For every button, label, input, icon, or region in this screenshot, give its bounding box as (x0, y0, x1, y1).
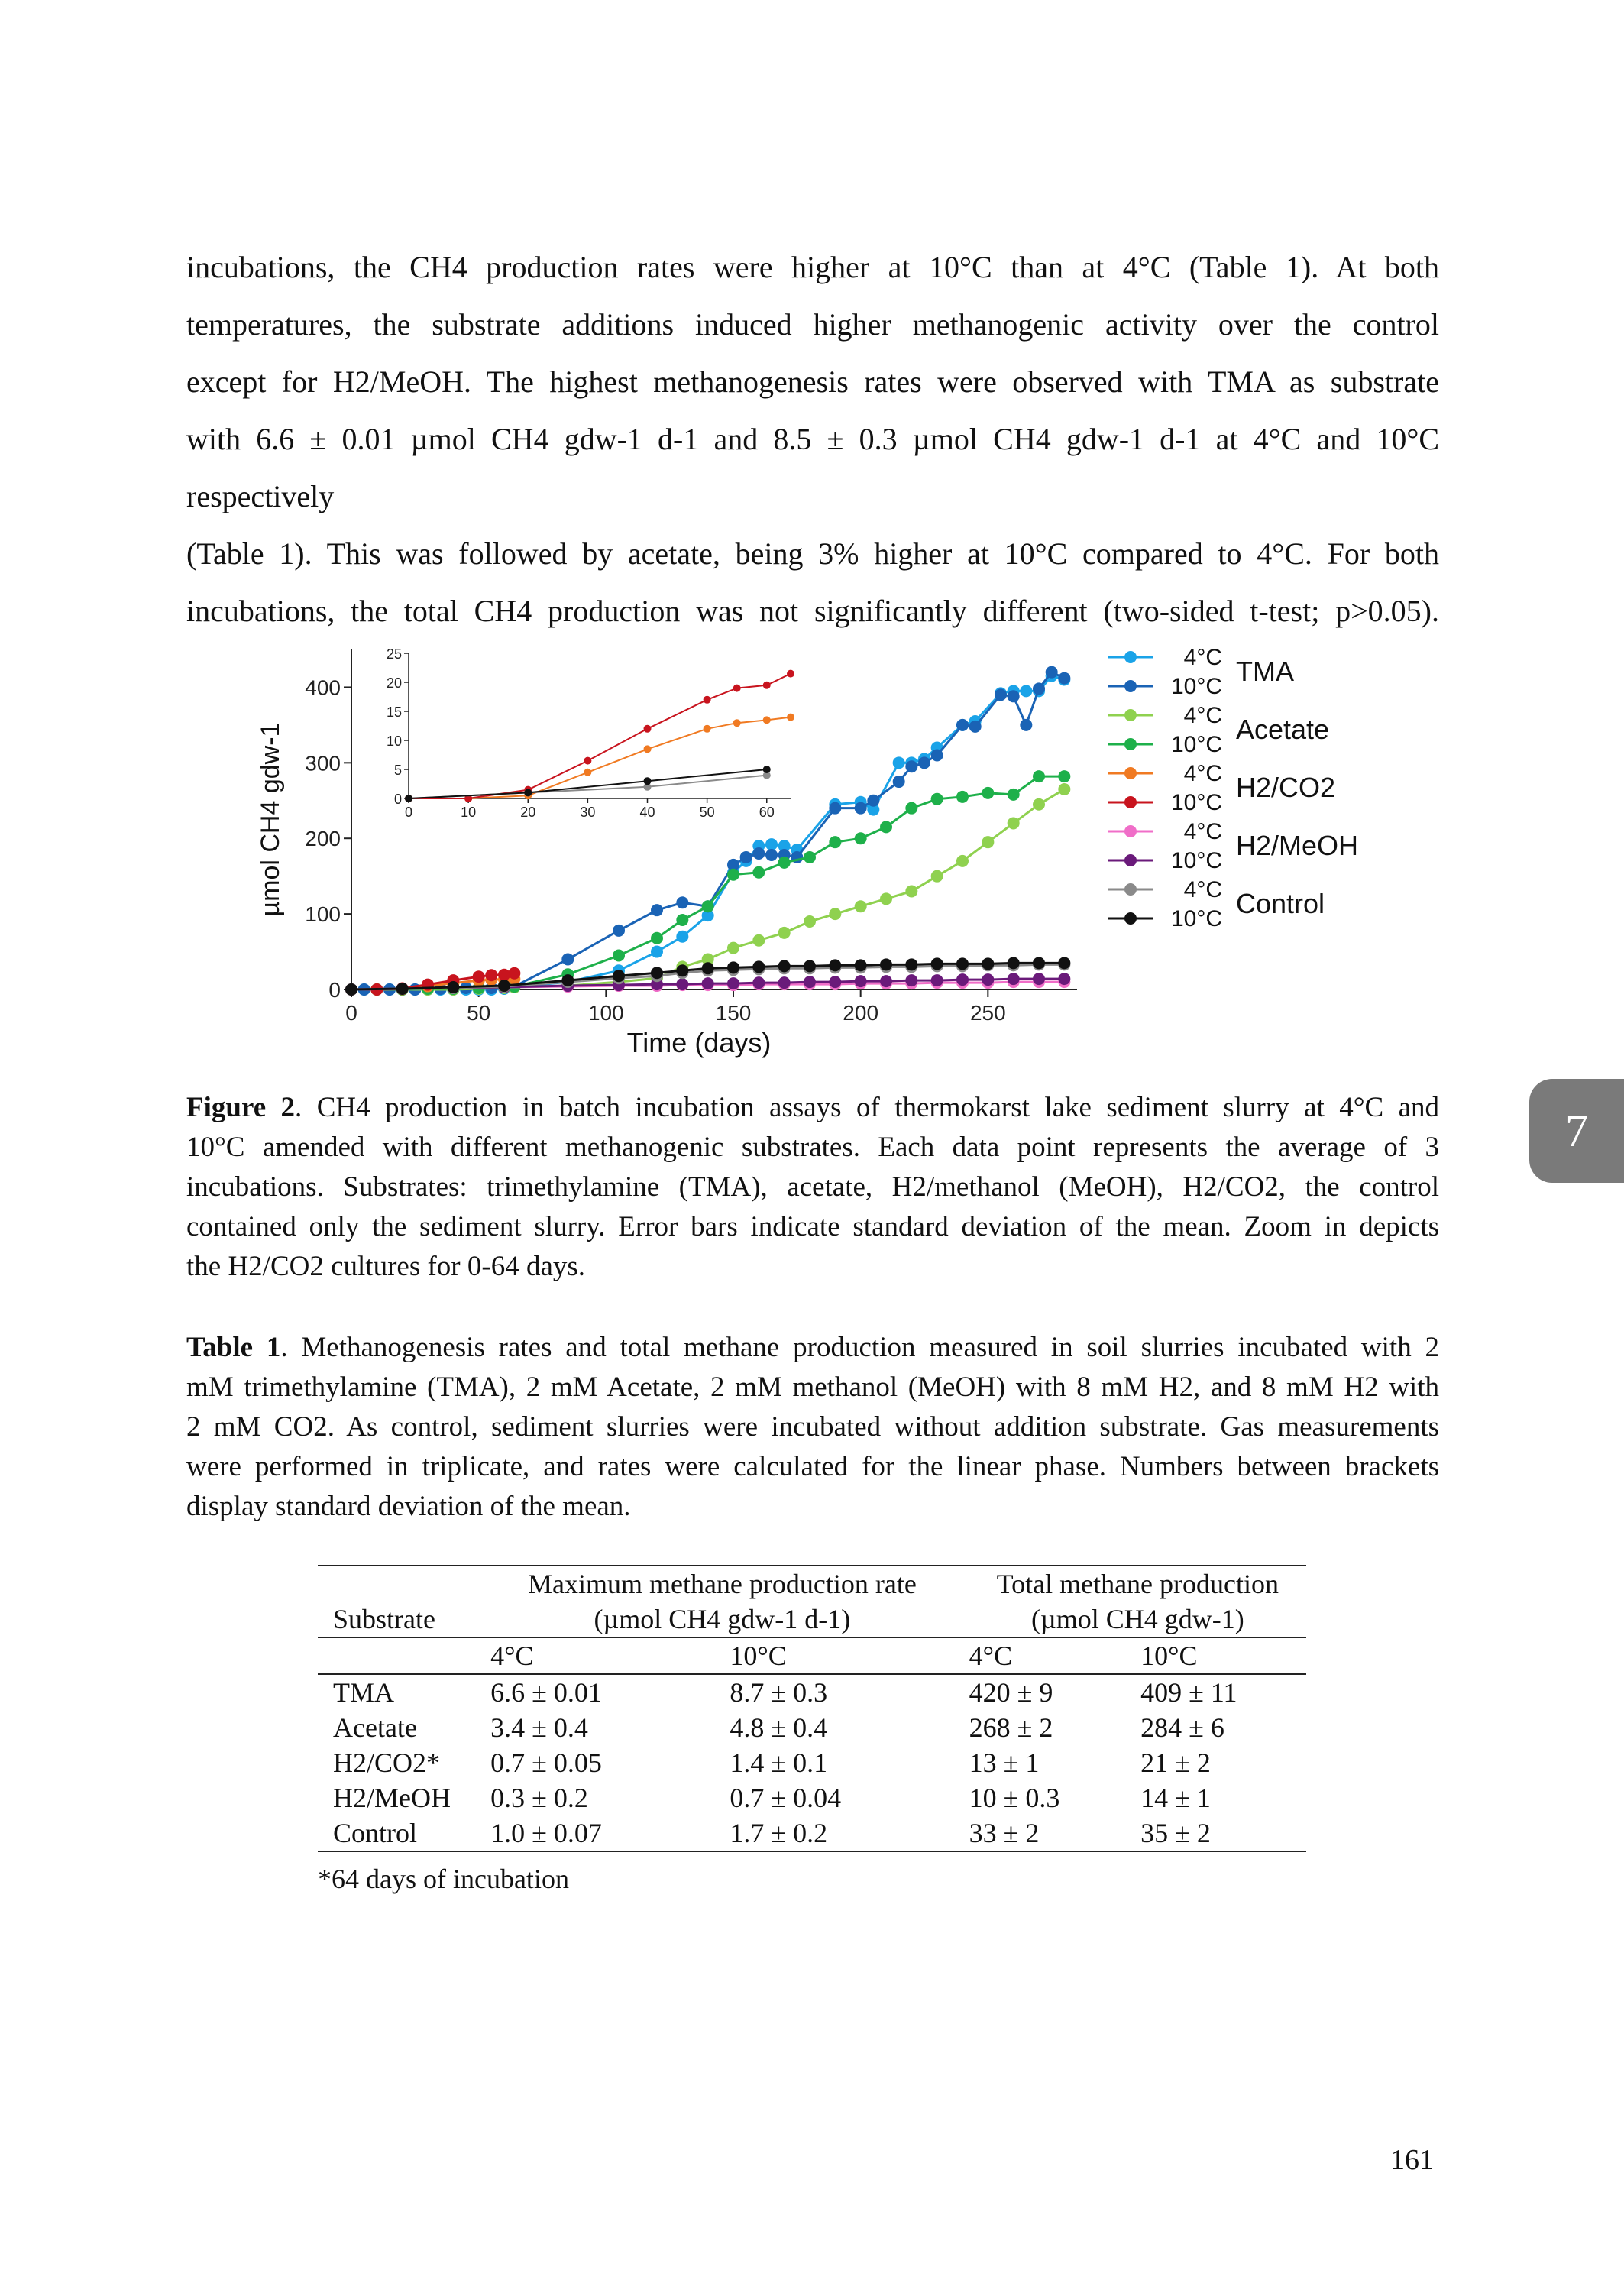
figure-label: Figure 2 (186, 1092, 296, 1123)
caption-line: 10°C amended with different methanogenic substrates. Each data point represents the average of 3 (186, 1132, 1439, 1163)
data-point (1033, 973, 1045, 985)
legend-marker (1124, 854, 1137, 866)
inset-background (409, 653, 791, 798)
data-point (918, 756, 930, 769)
data-point (727, 942, 739, 954)
legend-marker (1124, 738, 1137, 750)
data-point (804, 960, 816, 972)
data-point (931, 793, 943, 805)
table-temp-row (318, 1637, 1306, 1674)
inset-data-point (524, 789, 532, 796)
data-point (651, 904, 663, 916)
data-point (893, 756, 905, 769)
caption-line: the H2/CO2 cultures for 0-64 days. (186, 1251, 586, 1282)
inset-y-tick-label: 10 (386, 734, 402, 749)
data-point (995, 688, 1007, 701)
data-point (931, 957, 943, 970)
data-point (727, 869, 739, 881)
data-point (345, 983, 357, 996)
value-cell: 3.4 ± 0.4 (490, 1712, 588, 1743)
substrate-cell: Control (333, 1818, 418, 1848)
inset-x-tick-label: 60 (759, 805, 775, 820)
inset-data-point (584, 769, 591, 776)
data-point (829, 836, 841, 848)
value-cell: 0.3 ± 0.2 (490, 1783, 588, 1813)
value-cell: 284 ± 6 (1140, 1712, 1224, 1743)
value-cell: 21 ± 2 (1140, 1747, 1211, 1778)
temp-header: 4°C (490, 1640, 534, 1671)
legend-group-label: Acetate (1236, 714, 1330, 745)
caption-line: incubations. Substrates: trimethylamine (TMA), acetate, H2/methanol (MeOH), H2/CO2, the control (186, 1171, 1439, 1203)
substrate-cell: H2/MeOH (333, 1783, 451, 1813)
legend-marker (1124, 912, 1137, 925)
value-cell: 10 ± 0.3 (969, 1783, 1060, 1813)
legend-marker (1124, 709, 1137, 721)
total-header: Total methane production (996, 1569, 1279, 1599)
y-tick-label: 100 (305, 902, 341, 927)
legend-marker (1124, 825, 1137, 837)
body-paragraph (186, 238, 1439, 640)
rate-unit: (µmol CH4 gdw-1 d-1) (594, 1604, 851, 1634)
caption-line: mM trimethylamine (TMA), 2 mM Acetate, 2 mM methanol (MeOH) with 8 mM H2, and 8 mM H2 with (186, 1372, 1439, 1403)
value-cell: 268 ± 2 (969, 1712, 1053, 1743)
value-cell: 0.7 ± 0.04 (730, 1783, 842, 1813)
inset-data-point (405, 795, 412, 802)
data-point (702, 962, 714, 974)
legend-group-label: TMA (1236, 656, 1294, 687)
data-point (561, 953, 574, 965)
data-point (651, 946, 663, 958)
inset-data-point (644, 777, 652, 785)
data-point (752, 960, 765, 973)
body-line: with 6.6 ± 0.01 µmol CH4 gdw-1 d-1 and 8.5 ± 0.3 µmol CH4 gdw-1 d-1 at 4°C and 10°C respectively (186, 422, 1439, 513)
data-point (1033, 957, 1045, 969)
table-row (318, 1815, 1306, 1851)
substrate-cell: Acetate (333, 1712, 417, 1743)
legend-temp-label: 10°C (1170, 790, 1222, 815)
data-point (905, 760, 917, 772)
caption-line: 2 mM CO2. As control, sediment slurries were incubated without addition substrate. Gas measurements (186, 1411, 1439, 1443)
data-point (651, 932, 663, 944)
x-tick-label: 250 (969, 1001, 1006, 1025)
legend-temp-label: 4°C (1183, 877, 1222, 902)
inset-y-tick-label: 25 (386, 646, 402, 662)
data-point (867, 795, 879, 807)
data-point (855, 832, 867, 844)
value-cell: 6.6 ± 0.01 (490, 1677, 602, 1708)
data-point (880, 892, 892, 905)
data-point (396, 983, 409, 995)
data-point (956, 973, 969, 986)
data-point (752, 976, 765, 989)
inset-x-tick-label: 40 (639, 805, 655, 820)
body-line: incubations, the total CH4 production was not significantly different (two-sided t-test; p>0.05). (186, 594, 1439, 628)
data-point (727, 977, 739, 989)
inset-x-tick-label: 0 (404, 805, 413, 820)
data-point (1033, 798, 1045, 811)
page-number: 161 (1390, 2144, 1434, 2176)
data-point (956, 719, 969, 731)
inset-data-point (763, 716, 771, 724)
table-row (318, 1745, 1306, 1780)
legend-group-label: Control (1236, 888, 1325, 919)
inset-x-tick-label: 30 (580, 805, 596, 820)
data-point (855, 802, 867, 815)
legend-marker (1124, 680, 1137, 692)
data-point (1008, 789, 1020, 801)
figure-caption (186, 1088, 1439, 1287)
data-point (778, 976, 791, 989)
data-point (905, 974, 917, 986)
data-point (676, 914, 688, 926)
data-point (1046, 666, 1058, 679)
value-cell: 4.8 ± 0.4 (730, 1712, 828, 1743)
caption-line (186, 1088, 1439, 1128)
data-point (829, 959, 841, 971)
legend-temp-label: 10°C (1170, 732, 1222, 757)
data-point (931, 749, 943, 761)
legend-marker (1124, 651, 1137, 663)
value-cell: 8.7 ± 0.3 (730, 1677, 828, 1708)
inset-y-tick-label: 0 (393, 792, 402, 807)
rate-header: Maximum methane production rate (527, 1569, 917, 1599)
data-point (752, 934, 765, 947)
data-point (880, 975, 892, 987)
data-point (447, 981, 459, 993)
methane-production-chart (244, 634, 1390, 1070)
temp-header: 10°C (1140, 1640, 1198, 1671)
data-point (905, 885, 917, 897)
data-point (931, 974, 943, 986)
inset-data-point (704, 725, 711, 733)
data-point (613, 925, 625, 937)
substrate-cell: H2/CO2* (333, 1747, 441, 1778)
inset-data-point (644, 745, 652, 753)
data-point (1058, 672, 1070, 685)
inset-data-point (733, 719, 741, 727)
data-point (880, 958, 892, 970)
data-point (473, 970, 485, 983)
legend-temp-label: 4°C (1183, 761, 1222, 786)
legend-temp-label: 10°C (1170, 674, 1222, 699)
data-point (1020, 685, 1032, 697)
y-tick-label: 0 (328, 978, 341, 1002)
inset-data-point (787, 670, 794, 678)
data-point (969, 721, 982, 733)
legend-temp-label: 10°C (1170, 906, 1222, 931)
legend-group-label: H2/MeOH (1236, 830, 1359, 861)
data-point (1033, 682, 1045, 695)
data-point (1008, 817, 1020, 829)
substrate-cell: TMA (333, 1677, 394, 1708)
inset-data-point (733, 685, 741, 692)
table-footnote: *64 days of incubation (318, 1864, 569, 1894)
value-cell: 0.7 ± 0.05 (490, 1747, 602, 1778)
value-cell: 35 ± 2 (1140, 1818, 1211, 1848)
data-point (765, 849, 778, 861)
data-point (855, 975, 867, 987)
x-tick-label: 50 (467, 1001, 491, 1025)
value-cell: 420 ± 9 (969, 1677, 1053, 1708)
data-point (727, 961, 739, 973)
data-point (778, 857, 791, 869)
inset-x-tick-label: 20 (520, 805, 536, 820)
data-point (778, 927, 791, 939)
data-point (1058, 957, 1070, 969)
data-point (804, 915, 816, 928)
caption-line: were performed in triplicate, and rates were calculated for the linear phase. Numbers between brackets (186, 1451, 1439, 1482)
table-caption (186, 1328, 1439, 1527)
data-point (676, 978, 688, 990)
data-point (1008, 957, 1020, 969)
caption-line (186, 1328, 1439, 1368)
data-point (829, 976, 841, 988)
data-point (485, 969, 497, 981)
body-line: temperatures, the substrate additions induced higher methanogenic activity over the control (186, 307, 1439, 342)
legend-marker (1124, 883, 1137, 896)
methanogenesis-table (318, 1565, 1306, 1852)
data-point (752, 866, 765, 879)
data-point (676, 964, 688, 976)
data-point (651, 967, 663, 979)
y-axis-label: µmol CH4 gdw-1 (256, 722, 285, 917)
inset-data-point (644, 725, 652, 733)
legend-temp-label: 4°C (1183, 645, 1222, 670)
data-point (613, 970, 625, 982)
substrate-header: Substrate (333, 1604, 435, 1634)
data-point (982, 957, 994, 970)
legend-temp-label: 4°C (1183, 703, 1222, 728)
total-unit: (µmol CH4 gdw-1) (1030, 1604, 1244, 1634)
table-row (318, 1780, 1306, 1815)
data-point (752, 847, 765, 860)
body-line: incubations, the CH4 production rates were higher at 10°C than at 4°C (Table 1). At both (186, 250, 1439, 284)
table-row (318, 1710, 1306, 1745)
caption-line: contained only the sediment slurry. Error bars indicate standard deviation of the mean. Zoom in depicts (186, 1211, 1439, 1242)
caption-text: . CH4 production in batch incubation assays of thermokarst lake sediment slurry at 4°C and (295, 1092, 1439, 1123)
inset-y-tick-label: 20 (386, 675, 402, 691)
value-cell: 13 ± 1 (969, 1747, 1040, 1778)
value-cell: 1.7 ± 0.2 (730, 1818, 828, 1848)
value-cell: 1.4 ± 0.1 (730, 1747, 828, 1778)
data-point (905, 958, 917, 970)
data-point (1008, 973, 1020, 985)
data-point (613, 950, 625, 962)
value-cell: 409 ± 11 (1140, 1677, 1237, 1708)
data-point (765, 838, 778, 850)
legend-marker (1124, 767, 1137, 779)
x-tick-label: 100 (587, 1001, 624, 1025)
data-point (778, 960, 791, 972)
data-point (702, 977, 714, 989)
inset-data-point (763, 766, 771, 773)
data-point (905, 802, 917, 815)
temp-header: 4°C (969, 1640, 1013, 1671)
legend-group-label: H2/CO2 (1236, 772, 1336, 803)
data-point (1020, 719, 1032, 731)
x-axis-label: Time (days) (626, 1027, 772, 1058)
data-point (676, 896, 688, 908)
data-point (829, 908, 841, 920)
x-tick-label: 150 (715, 1001, 752, 1025)
y-tick-label: 200 (305, 827, 341, 851)
caption-line: display standard deviation of the mean. (186, 1491, 631, 1522)
inset-chart (387, 646, 794, 820)
inset-data-point (763, 682, 771, 689)
data-point (804, 851, 816, 863)
x-tick-label: 0 (345, 1001, 357, 1025)
inset-x-tick-label: 10 (461, 805, 477, 820)
inset-x-tick-label: 50 (699, 805, 715, 820)
data-point (1058, 783, 1070, 795)
value-cell: 1.0 ± 0.07 (490, 1818, 602, 1848)
data-point (855, 959, 867, 971)
data-point (1033, 770, 1045, 782)
temp-header: 10°C (730, 1640, 787, 1671)
inset-data-point (704, 696, 711, 704)
data-point (880, 821, 892, 833)
caption-text: . Methanogenesis rates and total methane production measured in soil slurries incubated with 2 (280, 1332, 1440, 1363)
data-point (982, 836, 994, 848)
data-point (956, 957, 969, 970)
inset-y-tick-label: 15 (386, 704, 402, 720)
table-row (318, 1674, 1306, 1710)
table-label: Table 1 (186, 1332, 281, 1363)
legend-temp-label: 10°C (1170, 848, 1222, 873)
data-point (893, 776, 905, 788)
data-point (855, 900, 867, 912)
legend (1108, 645, 1358, 931)
body-line: except for H2/MeOH. The highest methanogenesis rates were observed with TMA as substrate (186, 364, 1439, 399)
data-point (931, 870, 943, 883)
legend-marker (1124, 796, 1137, 808)
data-point (498, 980, 510, 992)
x-tick-label: 200 (843, 1001, 879, 1025)
value-cell: 33 ± 2 (969, 1818, 1040, 1848)
table-header-row (318, 1566, 1306, 1602)
data-point (1058, 770, 1070, 782)
chapter-tab: 7 (1529, 1079, 1624, 1183)
data-point (676, 931, 688, 943)
inset-data-point (584, 757, 591, 765)
inset-data-point (787, 714, 794, 721)
y-tick-label: 300 (305, 751, 341, 776)
body-line: (Table 1). This was followed by acetate, being 3% higher at 10°C compared to 4°C. For both (186, 536, 1439, 571)
data-point (702, 900, 714, 912)
legend-temp-label: 4°C (1183, 819, 1222, 844)
data-point (956, 791, 969, 803)
data-point (740, 851, 752, 863)
data-point (804, 976, 816, 988)
y-tick-label: 400 (305, 675, 341, 700)
value-cell: 14 ± 1 (1140, 1783, 1211, 1813)
data-point (982, 973, 994, 986)
data-point (1008, 690, 1020, 702)
data-point (1058, 973, 1070, 985)
data-point (982, 787, 994, 799)
data-point (508, 967, 520, 980)
data-point (956, 855, 969, 867)
data-point (561, 974, 574, 986)
data-point (829, 802, 841, 815)
inset-y-tick-label: 5 (393, 763, 402, 778)
